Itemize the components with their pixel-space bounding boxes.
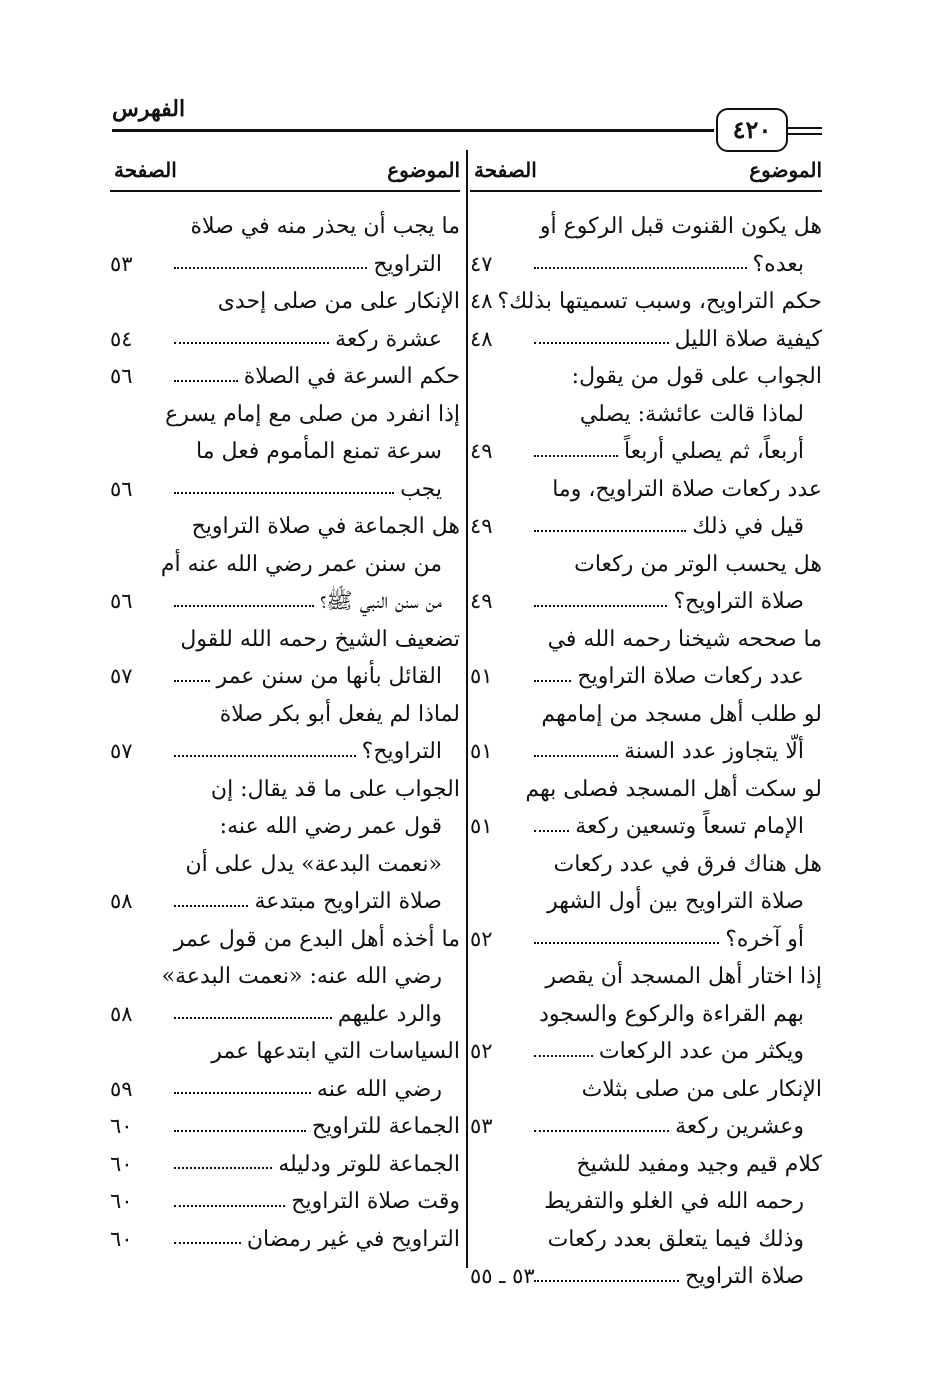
entry-text: وذلك فيما يتعلق بعدد ركعات (547, 1226, 804, 1252)
entry-text: أربعاً، ثم يصلي أربعاً (623, 439, 804, 464)
entry-text: الإنكار على من صلى بثلاث (581, 1076, 822, 1102)
index-entry (110, 771, 460, 921)
entry-line (470, 583, 822, 621)
entry-line (110, 1071, 460, 1109)
dot-leader (534, 934, 719, 944)
index-entry (110, 621, 460, 696)
entry-page-number: ٦٠ (110, 1226, 133, 1251)
entry-line (470, 396, 822, 434)
entry-line (470, 771, 822, 809)
entry-text: الإمام تسعاً وتسعين ركعة (575, 814, 804, 839)
entry-line (110, 508, 460, 546)
entry-line (470, 358, 822, 396)
entry-text: يجب (400, 476, 442, 502)
entry-text: تضعيف الشيخ رحمه الله للقول (180, 626, 460, 652)
entry-line (110, 1183, 460, 1221)
entry-line (110, 808, 460, 846)
entry-line (470, 696, 822, 734)
entry-line (110, 1221, 460, 1259)
entry-text: إذا انفرد من صلى مع إمام يسرع (165, 401, 460, 427)
entry-text: قول عمر رضي الله عنه: (219, 814, 442, 839)
entry-line (470, 1108, 822, 1146)
entry-text: الإنكار على من صلى إحدى (217, 289, 460, 314)
entry-text: وقت صلاة التراويح (291, 1189, 460, 1214)
entry-line (110, 396, 460, 434)
entry-page-number: ٥٣ (470, 1114, 493, 1138)
index-entry (110, 396, 460, 509)
entry-line (110, 733, 460, 771)
index-entry (470, 958, 822, 1071)
entry-text: صلاة التراويح بين أول الشهر (547, 889, 804, 914)
entry-page-number: ٥٦ (110, 589, 133, 613)
entry-line (110, 621, 460, 659)
dot-leader (174, 672, 210, 682)
entry-line (110, 771, 460, 809)
entry-text: القائل بأنها من سنن عمر (216, 664, 442, 689)
index-entry (110, 921, 460, 1034)
dot-leader (174, 484, 394, 494)
index-column-left (110, 150, 460, 1258)
entry-page-number: ٤٩ (470, 589, 493, 613)
entry-line (470, 883, 822, 921)
dot-leader (174, 334, 329, 344)
entry-page-number: ٦٠ (110, 1189, 133, 1213)
entry-line (110, 246, 460, 284)
column-header (470, 150, 822, 192)
entry-text: رحمه الله في الغلو والتفريط (544, 1189, 804, 1214)
page-heading: الصفحة (474, 158, 537, 182)
dot-leader (534, 672, 571, 682)
entry-page-number: ٤٩ (470, 514, 493, 538)
entry-text: سرعة تمنع المأموم فعل ما (196, 439, 442, 464)
index-entry (470, 696, 822, 771)
index-entry (110, 1146, 460, 1184)
entry-text: بهم القراءة والركوع والسجود (539, 1001, 804, 1027)
entry-text: كيفية صلاة الليل (674, 326, 822, 352)
index-entry (470, 546, 822, 621)
index-entry (110, 1183, 460, 1221)
index-entry (470, 846, 822, 959)
entry-line (110, 583, 460, 621)
entry-page-number: ٥٢ (470, 1039, 493, 1063)
entry-text: ويكثر من عدد الركعات (598, 1039, 804, 1064)
entry-line (110, 958, 460, 996)
topic-heading: الموضوع (387, 158, 460, 182)
entry-text: ما أخذه أهل البدع من قول عمر (173, 926, 460, 952)
entry-text: عدد ركعات صلاة التراويح، وما (552, 476, 822, 502)
index-entry (110, 358, 460, 396)
dot-leader (534, 1122, 669, 1132)
entry-text: حكم السرعة في الصلاة (243, 364, 460, 389)
index-entry (110, 1108, 460, 1146)
index-entry (470, 321, 822, 359)
entry-line (110, 658, 460, 696)
entry-text: «نعمت البدعة» يدل على أن (185, 851, 442, 877)
entry-text: الجماعة للوتر ودليله (278, 1151, 460, 1177)
entry-line (470, 996, 822, 1034)
index-entry (110, 1033, 460, 1108)
dot-leader (534, 447, 618, 457)
entry-page-number: ٦٠ (110, 1151, 133, 1176)
entry-page-number: ٥٧ (110, 664, 133, 688)
index-entry (470, 1071, 822, 1146)
entry-line (470, 471, 822, 509)
entry-text: أو آخره؟ (725, 926, 804, 952)
entry-line (470, 1071, 822, 1109)
entry-line (470, 621, 822, 659)
entry-text: من سنن عمر رضي الله عنه أم (160, 551, 442, 577)
entry-text: لو طلب أهل مسجد من إمامهم (541, 701, 822, 727)
entry-text: بعده؟ (752, 251, 804, 277)
entry-line (470, 1221, 822, 1259)
entry-line (110, 696, 460, 734)
dot-leader (174, 1197, 285, 1207)
entry-page-number: ٤٨ (470, 289, 493, 313)
entry-text: حكم التراويح، وسبب تسميتها بذلك؟ (497, 289, 822, 314)
entry-line (470, 958, 822, 996)
entry-text: ألّا يتجاوز عدد السنة (624, 739, 804, 764)
entry-text: إذا اختار أهل المسجد أن يقصر (545, 964, 822, 989)
index-column-right (470, 150, 822, 1296)
dot-leader (534, 597, 667, 607)
entry-line (110, 433, 460, 471)
index-entry (110, 508, 460, 621)
entry-page-number: ٥١ (470, 814, 493, 838)
entry-line (110, 1146, 460, 1184)
entry-text: عدد ركعات صلاة التراويح (577, 664, 804, 689)
column-header (110, 150, 460, 192)
index-entry (110, 283, 460, 358)
entry-line (110, 358, 460, 396)
entry-text: الجواب على ما قد يقال: إن (210, 776, 460, 802)
entry-page-number: ٥٣ ـ ٥٥ (470, 1264, 535, 1288)
entry-page-number: ٥٨ (110, 889, 133, 913)
entry-line (470, 733, 822, 771)
entry-line (470, 283, 822, 321)
entry-line (470, 808, 822, 846)
entry-line (470, 433, 822, 471)
page-heading: الصفحة (114, 158, 177, 182)
dot-leader (174, 1009, 332, 1019)
column-divider (466, 150, 468, 1268)
entry-text: صلاة التراويح؟ (673, 589, 804, 614)
dot-leader (174, 597, 314, 607)
entry-page-number: ٥٦ (110, 364, 133, 388)
entry-page-number: ٥٢ (470, 926, 493, 951)
entry-line (470, 546, 822, 584)
dot-leader (534, 522, 686, 532)
entry-text: وعشرين ركعة (675, 1114, 804, 1139)
entry-page-number: ٦٠ (110, 1114, 133, 1138)
entry-line (110, 846, 460, 884)
dot-leader (174, 1084, 311, 1094)
entry-line (110, 883, 460, 921)
entry-text: لو سكت أهل المسجد فصلى بهم (525, 776, 822, 802)
entry-text: التراويح في غير رمضان (246, 1226, 460, 1252)
entry-line (470, 1146, 822, 1184)
entry-text: لماذا لم يفعل أبو بكر صلاة (219, 701, 460, 727)
index-entry (110, 696, 460, 771)
entry-text: ما يجب أن يحذر منه في صلاة (190, 214, 460, 239)
dot-leader (174, 1159, 272, 1169)
page-number: ٤٢٠ (716, 108, 788, 152)
entry-text: السياسات التي ابتدعها عمر (211, 1039, 460, 1064)
entry-page-number: ٤٧ (470, 251, 493, 276)
entry-text: رضي الله عنه (316, 1076, 442, 1102)
entry-line (470, 921, 822, 959)
entry-page-number: ٤٨ (470, 326, 493, 351)
entry-text: هل يكون القنوت قبل الركوع أو (539, 214, 822, 239)
entry-line (470, 208, 822, 246)
index-entry (470, 621, 822, 696)
entry-line (470, 1033, 822, 1071)
index-entry (110, 208, 460, 283)
index-entry (470, 1146, 822, 1296)
entry-line (110, 996, 460, 1034)
dot-leader (174, 1122, 306, 1132)
header-rule (112, 129, 714, 132)
entry-line (110, 1108, 460, 1146)
entry-page-number: ٥٦ (110, 476, 133, 501)
entry-page-number: ٥١ (470, 664, 493, 688)
header-rule-double (786, 127, 822, 135)
entry-text: عشرة ركعة (335, 326, 442, 352)
entry-text: صلاة التراويح مبتدعة (254, 889, 442, 914)
entry-text: الجواب على قول من يقول: (571, 364, 822, 389)
entry-text: التراويح (373, 251, 442, 277)
entry-page-number: ٥٤ (110, 326, 133, 351)
index-entry (110, 1221, 460, 1259)
index-entry (470, 358, 822, 471)
entry-text: التراويح؟ (361, 739, 442, 764)
entry-line (110, 471, 460, 509)
index-entry (470, 771, 822, 846)
entry-page-number: ٥٨ (110, 1001, 133, 1026)
entry-line (470, 846, 822, 884)
dot-leader (174, 1234, 241, 1244)
entry-line (110, 546, 460, 584)
dot-leader (174, 897, 248, 907)
entry-line (110, 921, 460, 959)
dot-leader (534, 1047, 593, 1057)
entry-line (470, 508, 822, 546)
entry-text: ما صححه شيخنا رحمه الله في (547, 626, 822, 652)
topic-heading: الموضوع (749, 158, 822, 182)
entry-line (110, 283, 460, 321)
entry-text: رضي الله عنه: «نعمت البدعة» (161, 964, 442, 989)
entry-page-number: ٤٩ (470, 439, 493, 463)
entry-text: هل يحسب الوتر من ركعات (574, 551, 822, 577)
entry-text: الجماعة للتراويح (311, 1114, 460, 1139)
dot-leader (534, 334, 669, 344)
dot-leader (174, 259, 367, 269)
index-entry (470, 208, 822, 283)
dot-leader (534, 259, 747, 269)
entry-text: هل الجماعة في صلاة التراويح (191, 514, 460, 539)
entry-text: والرد عليهم (337, 1001, 442, 1027)
entry-line (110, 321, 460, 359)
entry-text: صلاة التراويح (685, 1264, 804, 1289)
entry-line (470, 246, 822, 284)
entry-page-number: ٥٣ (110, 251, 133, 276)
dot-leader (534, 747, 618, 757)
index-entries (470, 208, 822, 1296)
dot-leader (534, 1272, 679, 1282)
entry-line (110, 208, 460, 246)
index-entry (470, 283, 822, 321)
entry-text: لماذا قالت عائشة: يصلي (579, 401, 804, 427)
index-entry (470, 471, 822, 546)
entry-text: كلام قيم وجيد ومفيد للشيخ (576, 1151, 822, 1177)
dot-leader (174, 372, 238, 382)
entry-text: هل هناك فرق في عدد ركعات (553, 851, 822, 877)
entry-text: من سنن النبي ﷺ؟ (320, 589, 442, 614)
entry-line (470, 321, 822, 359)
dot-leader (174, 747, 356, 757)
index-entries (110, 208, 460, 1258)
entry-line (110, 1033, 460, 1071)
entry-page-number: ٥٩ (110, 1076, 133, 1101)
entry-line (470, 1183, 822, 1221)
entry-text: قيل في ذلك (692, 514, 804, 539)
running-title: الفهرس (112, 96, 186, 122)
entry-line (470, 658, 822, 696)
entry-page-number: ٥١ (470, 739, 493, 763)
entry-page-number: ٥٧ (110, 739, 133, 763)
dot-leader (534, 822, 569, 832)
